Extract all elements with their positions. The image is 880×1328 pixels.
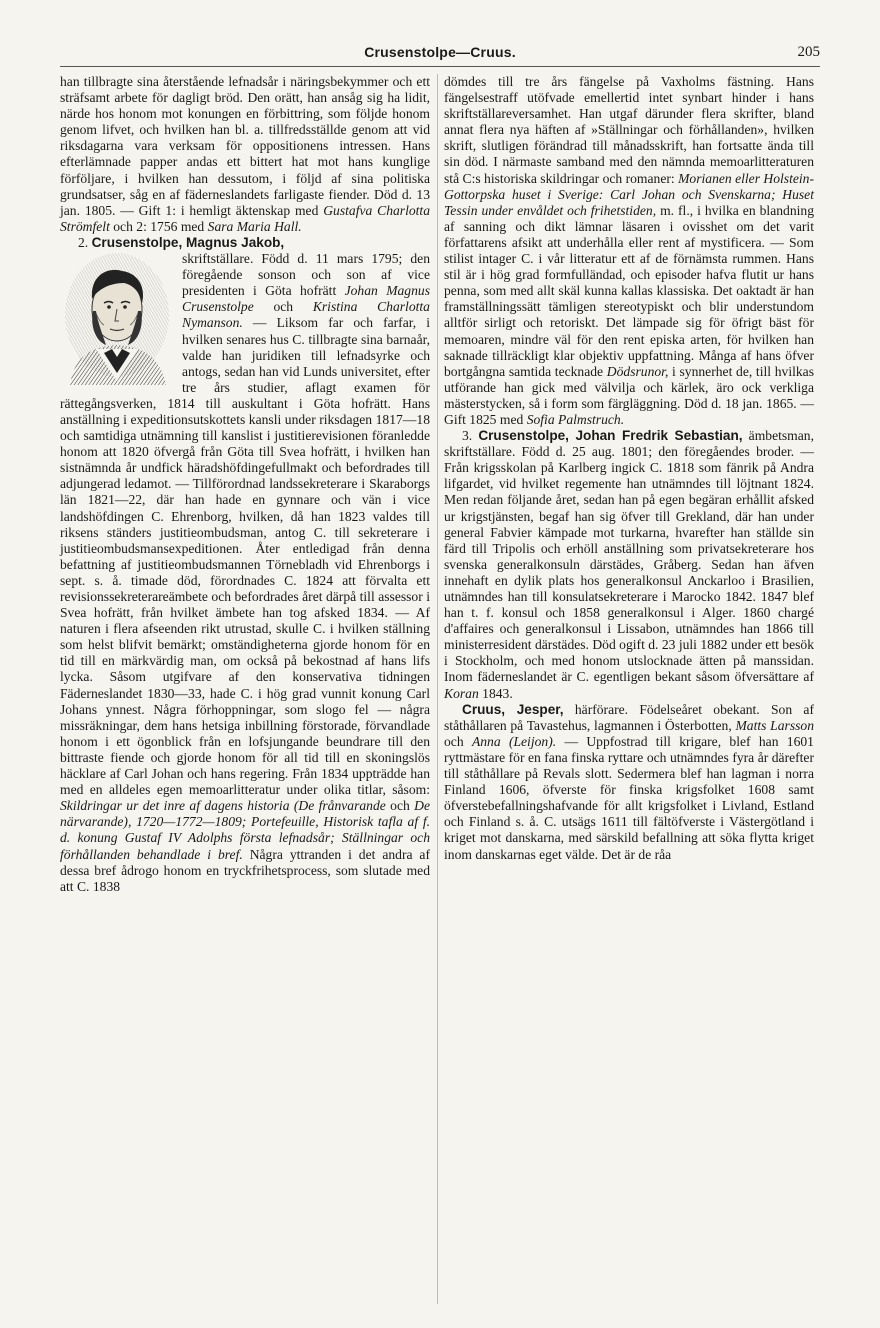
entry-text: och [385, 798, 415, 814]
person-name: Johan Magnus Crusenstolpe [182, 283, 430, 315]
entry-text: och [253, 299, 313, 315]
entry-text: Några yttranden i det andra af dessa bref ådrogo honom en tryckfrihetsprocess, som slutade med att C. 1838 [60, 846, 430, 894]
entry-magnus-jakob-continued [444, 74, 814, 428]
person-name: Sofia Palmstruch. [526, 411, 625, 427]
entry-magnus-jakob-text [60, 235, 430, 251]
work-title: De närvarande), 1720—1772—1809; Portefeuille, Historisk tafla af f. d. konung Gustaf IV Adolphs första lefnadsår; Ställningar och förhållanden behandlade i bref. [60, 798, 430, 862]
header-rule [60, 66, 820, 67]
entry-headword: Cruus, Jesper, [462, 701, 564, 717]
entry-text: i synnerhet de, till hvilkas utförande han gick med välvilja och kärlek, äro ock verkliga mästerstycken, så i form som färgläggning. Död d. 18 jan. 1865. — Gift 1825 med [444, 363, 814, 427]
entry-text: och 2: 1756 med [109, 218, 208, 234]
entry-text: 1843. [478, 685, 513, 701]
entry-text: skriftställare. Född d. 11 mars 1795; den föregående sonson och son af vice presidenten i Göta hofrätt [182, 251, 430, 299]
left-column-body [60, 74, 430, 895]
entry-text: han tillbragte sina återstående lefnadsår i näringsbekymmer och ett sträfsamt arbete för dagligt bröd. Den orätt, han ansåg sig ha lidit, närde hos honom mot konungen en förbittring, som följde honom genom lifvet, och hvilken han bl. a. tillfredsställde genom att vid riksdagarna vara verksam för oppositionens intressen. Hans efterlämnade papper andas ett bittert hat mot hans kunglige förföljare, i hvilken han dessutom, i följd af sina politiska grundsatser, såg en af fäderneslandets farligaste fiender. Död d. 13 jan. 1805. — Gift 1: i hemligt äktenskap med [60, 74, 430, 218]
entry-headword: Crusenstolpe, Magnus Jakob, [91, 234, 285, 250]
person-name: Anna (Leijon). [471, 733, 557, 749]
entry-cruus-jesper [444, 702, 814, 863]
person-name: Sara Maria Hall. [207, 218, 302, 234]
portrait-engraving [60, 253, 174, 385]
page-header [60, 44, 820, 68]
right-column [444, 74, 814, 863]
entry-text: dömdes till tre års fängelse på Vaxholms fästning. Hans fängelsestraff utöfvade emellertid intet synbart hinder i hans skriftställareversamhet. Han utgaf därunder flera skrifter, bland annat flera nya häften af »Ställningar och förhållanden», hvilken skrift, slutligen förändrad till månadsskrift, han fortsatte ända till sin död. I närmaste samband med den nämnda memoarlitteraturen stå C:s historiska skildringar och romaner: [444, 74, 814, 186]
person-name: Kristina Charlotta Nymanson. [182, 299, 430, 331]
entry-johan-fredrik [444, 428, 814, 702]
entry-text: m. fl., i hvilka en blandning af sanning och dikt lämnar läsaren i ovisshet om det varit författarens afsikt att underhålla eller rent af mystificera. — Som stilist intager C. i vår litteratur ett af de förnämsta rummen. Hans stil är i hög grad formfulländad, och episoder hafva flutit ur hans penna, som med allt skäl kunna kallas klassiska. Det oaktadt är han framställningssätt tämligen stereotypiskt och blir understundom alltför sirligt och retoriskt. Det lämpade sig för öfrigt bäst för memoaren, mindre väl för den rent episka arten, för hvilken han saknade tillräckligt klar objektiv uppfattning. Många af hans öfver bortgångna samtida tecknade [444, 202, 814, 379]
person-name: Matts Larsson [735, 717, 815, 733]
entry-text: — Uppfostrad till krigare, blef han 1601 ryttmästare för en fana finska ryttare och utnämndes fyra år därefter till ståthållare på Revals slott. Sedermera blef han lagman i norra Finland 1606, öfverste för finska krigsfolket 1608 samt öfverstebefallningshafvande för allt krigsfolket i Livland, Estland och Finland s. å. C. utsägs 1611 till fältöfverste i Västergötland i kriget mot danskarna, med särskild befallning att söka flytta kriget inom danskarnas eget välde. Det är de råa [444, 733, 814, 862]
entry-continuation-text [60, 74, 430, 235]
entry-number: 3. [462, 428, 479, 444]
work-title: Dödsrunor, [606, 363, 669, 379]
entry-text: härförare. Födelseåret obekant. Son af ståthållaren på Tavastehus, lagmannen i Österbotten, [444, 701, 814, 733]
column-divider [437, 74, 438, 1304]
page-number: 205 [797, 44, 820, 60]
work-title: Skildringar ur det inre af dagens historia (De frånvarande [60, 798, 386, 814]
entry-number: 2. [78, 234, 92, 250]
work-title: Koran [444, 685, 479, 701]
running-head: Crusenstolpe—Cruus. [364, 44, 516, 60]
person-name: Gustafva Charlotta Strömfelt [60, 202, 431, 234]
entry-headword: Crusenstolpe, Johan Fredrik Sebastian, [478, 428, 743, 444]
entry-text: — Liksom far och farfar, i hvilken senares hus C. tillbragte sina barnaår, valde han juridiken till lefnadsyrke och antogs, sedan han vid Lunds universitet, efter tre års studier, aflagt examen för rättegångsverken, 1814 till auskultant i Göta hofrätt. Hans anställning i expeditionsutskottets kansli under riksdagen 1817—18 och samtidiga utnämning till kanslist i justitierevisionen föranledde honom att 1820 öfvergå från Göta till Svea hofrätt, i hvilken han sistnämnda år undfick häradshöfdingefullmakt och befordrades till adjungerad ledamot. — Tillförordnad landssekreterare i Skaraborgs län 1821—22, där han hade en gynnare och vän i vice landshöfdingen C. Ehrenborg, hvilken, då han 1823 valdes till riksens ständers justitieombudsman, antog C. till sekreterare i justitieombudsmansexpeditionen. Åter entledigad från denna befattning af justitieombudsmannen Törnebladh vid Ehrenborgs i sept. s. å. timade död, förordnades C. 1824 att förvalta ett revisionssekreterareämbete och befordrades året därpå till assessor i Svea hofrätt, från hvilket ämbete han tog afsked 1834. — Af naturen i flera afseenden rikt utrustad, skulle C. i hvilken ställning som helst blifvit bemärkt; omständigheterna gjorde honom för en tid till en märkvärdig man, om också på bekostnad af hans lifs lycka. Såsom utgifvare af den konservativa tidningen Fäderneslandet 1830—33, hade C. i hög grad vunnit konung Carl Johans ynnest. Några förhoppningar, som slogo fel — några missräkningar, dem hans hetsiga inbillning förstorade, förvandlade honom i ett ögonblick från en lofsjungande beundrare till den bittraste fiende och gjorde honom för all tid till en skoningslös häcklare af Carl Johan och hans regering. Från 1834 uppträdde han med en alldeles egen memoarlitteratur under olika titlar, såsom: [60, 315, 430, 798]
entry-text: ämbetsman, skriftställare. Född d. 25 aug. 1801; den föregåendes broder. — Från krigsskolan på Karlberg ingick C. 1818 som fänrik på Andra lifgardet, vid hvilket regemente han utnämndes till löjtnant 1824. Men redan följande året, sedan han på egen begäran erhållit afsked ur krigstjänsten, begaf han sig öfver till Grekland, där han under general Fabvier kämpade mot turkarna, hvarefter han ställde sin färd till Tripolis och erhöll anställning som privatsekreterare hos svenska generalkonsuln därstädes, Gråberg. Sedan han äfven innehaft en dylik plats hos generalkonsul Anckarloo i Brasilien, utnämndes han till konsulatsekreterare i Marocko 1842. 1847 blef han t. f. konsul och 1858 generalkonsul i Alger. 1860 chargé d'affaires och generalkonsul i Lissabon, utnämndes han 1866 till ministerresident därstädes. Död ogift d. 23 juli 1882 under ett besök i Stockholm, och med honom utslocknade ätten på manssidan. Inom fäderneslandet är C. egentligen bekant såsom öfversättare af [444, 428, 814, 685]
work-title: Morianen eller Holstein-Gottorpska huset i Sverige: Carl Johan och Svenskarna; Huset Tessin under envåldet och frihetstiden, [444, 170, 814, 218]
entry-text: och [444, 733, 472, 749]
entry-magnus-jakob-body [60, 251, 430, 895]
